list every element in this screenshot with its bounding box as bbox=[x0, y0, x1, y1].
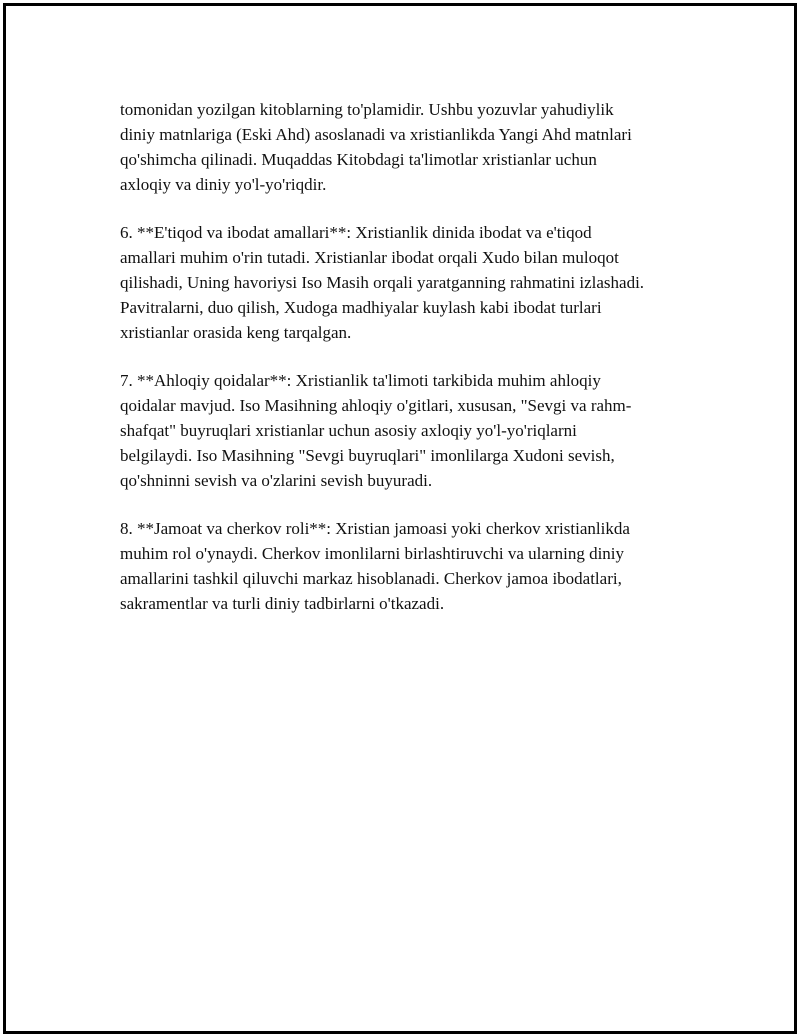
document-page bbox=[3, 3, 797, 1034]
paragraph-church-role: 8. **Jamoat va cherkov roli**: Xristian jamoasi yoki cherkov xristianlikda muhim rol o'ynaydi. Cherkov imonlilarni birlashtiruvchi va ularning diniy amallarini tashkil qiluvchi markaz hisoblanadi. Cherkov jamoa ibodatlari, sakramentlar va turli diniy tadbirlarni o'tkazadi. bbox=[120, 519, 630, 613]
paragraph-moral-rules: 7. **Ahloqiy qoidalar**: Xristianlik ta'limoti tarkibida muhim ahloqiy qoidalar mavjud. Iso Masihning ahloqiy o'gitlari, xususan, "Sevgi va rahm- shafqat" buyruqlari xristianlar uchun asosiy axloqiy yo'l-yo'riqlarni belgilaydi. Iso Masihning "Sevgi buyruqlari" imonlilarga Xudoni sevish, qo'shninni sevish va o'zlarini sevish buyuradi. bbox=[120, 371, 632, 490]
paragraph-scripture: tomonidan yozilgan kitoblarning to'plamidir. Ushbu yozuvlar yahudiylik diniy matnlariga (Eski Ahd) asoslanadi va xristianlikda Yangi Ahd matnlari qo'shimcha qilinadi. Muqaddas Kitobdagi ta'limotlar xristianlar uchun axloqiy va diniy yo'l-yo'riqdir. bbox=[120, 100, 632, 194]
paragraph-faith-and-worship: 6. **E'tiqod va ibodat amallari**: Xristianlik dinida ibodat va e'tiqod amallari muhim o'rin tutadi. Xristianlar ibodat orqali Xudo bilan muloqot qilishadi, Uning havoriysi Iso Masih orqali yaratganning rahmatini izlashadi. Pavitralarni, duo qilish, Xudoga madhiyalar kuylash kabi ibodat turlari xristianlar orasida keng tarqalgan. bbox=[120, 223, 645, 342]
document-body bbox=[120, 97, 700, 639]
